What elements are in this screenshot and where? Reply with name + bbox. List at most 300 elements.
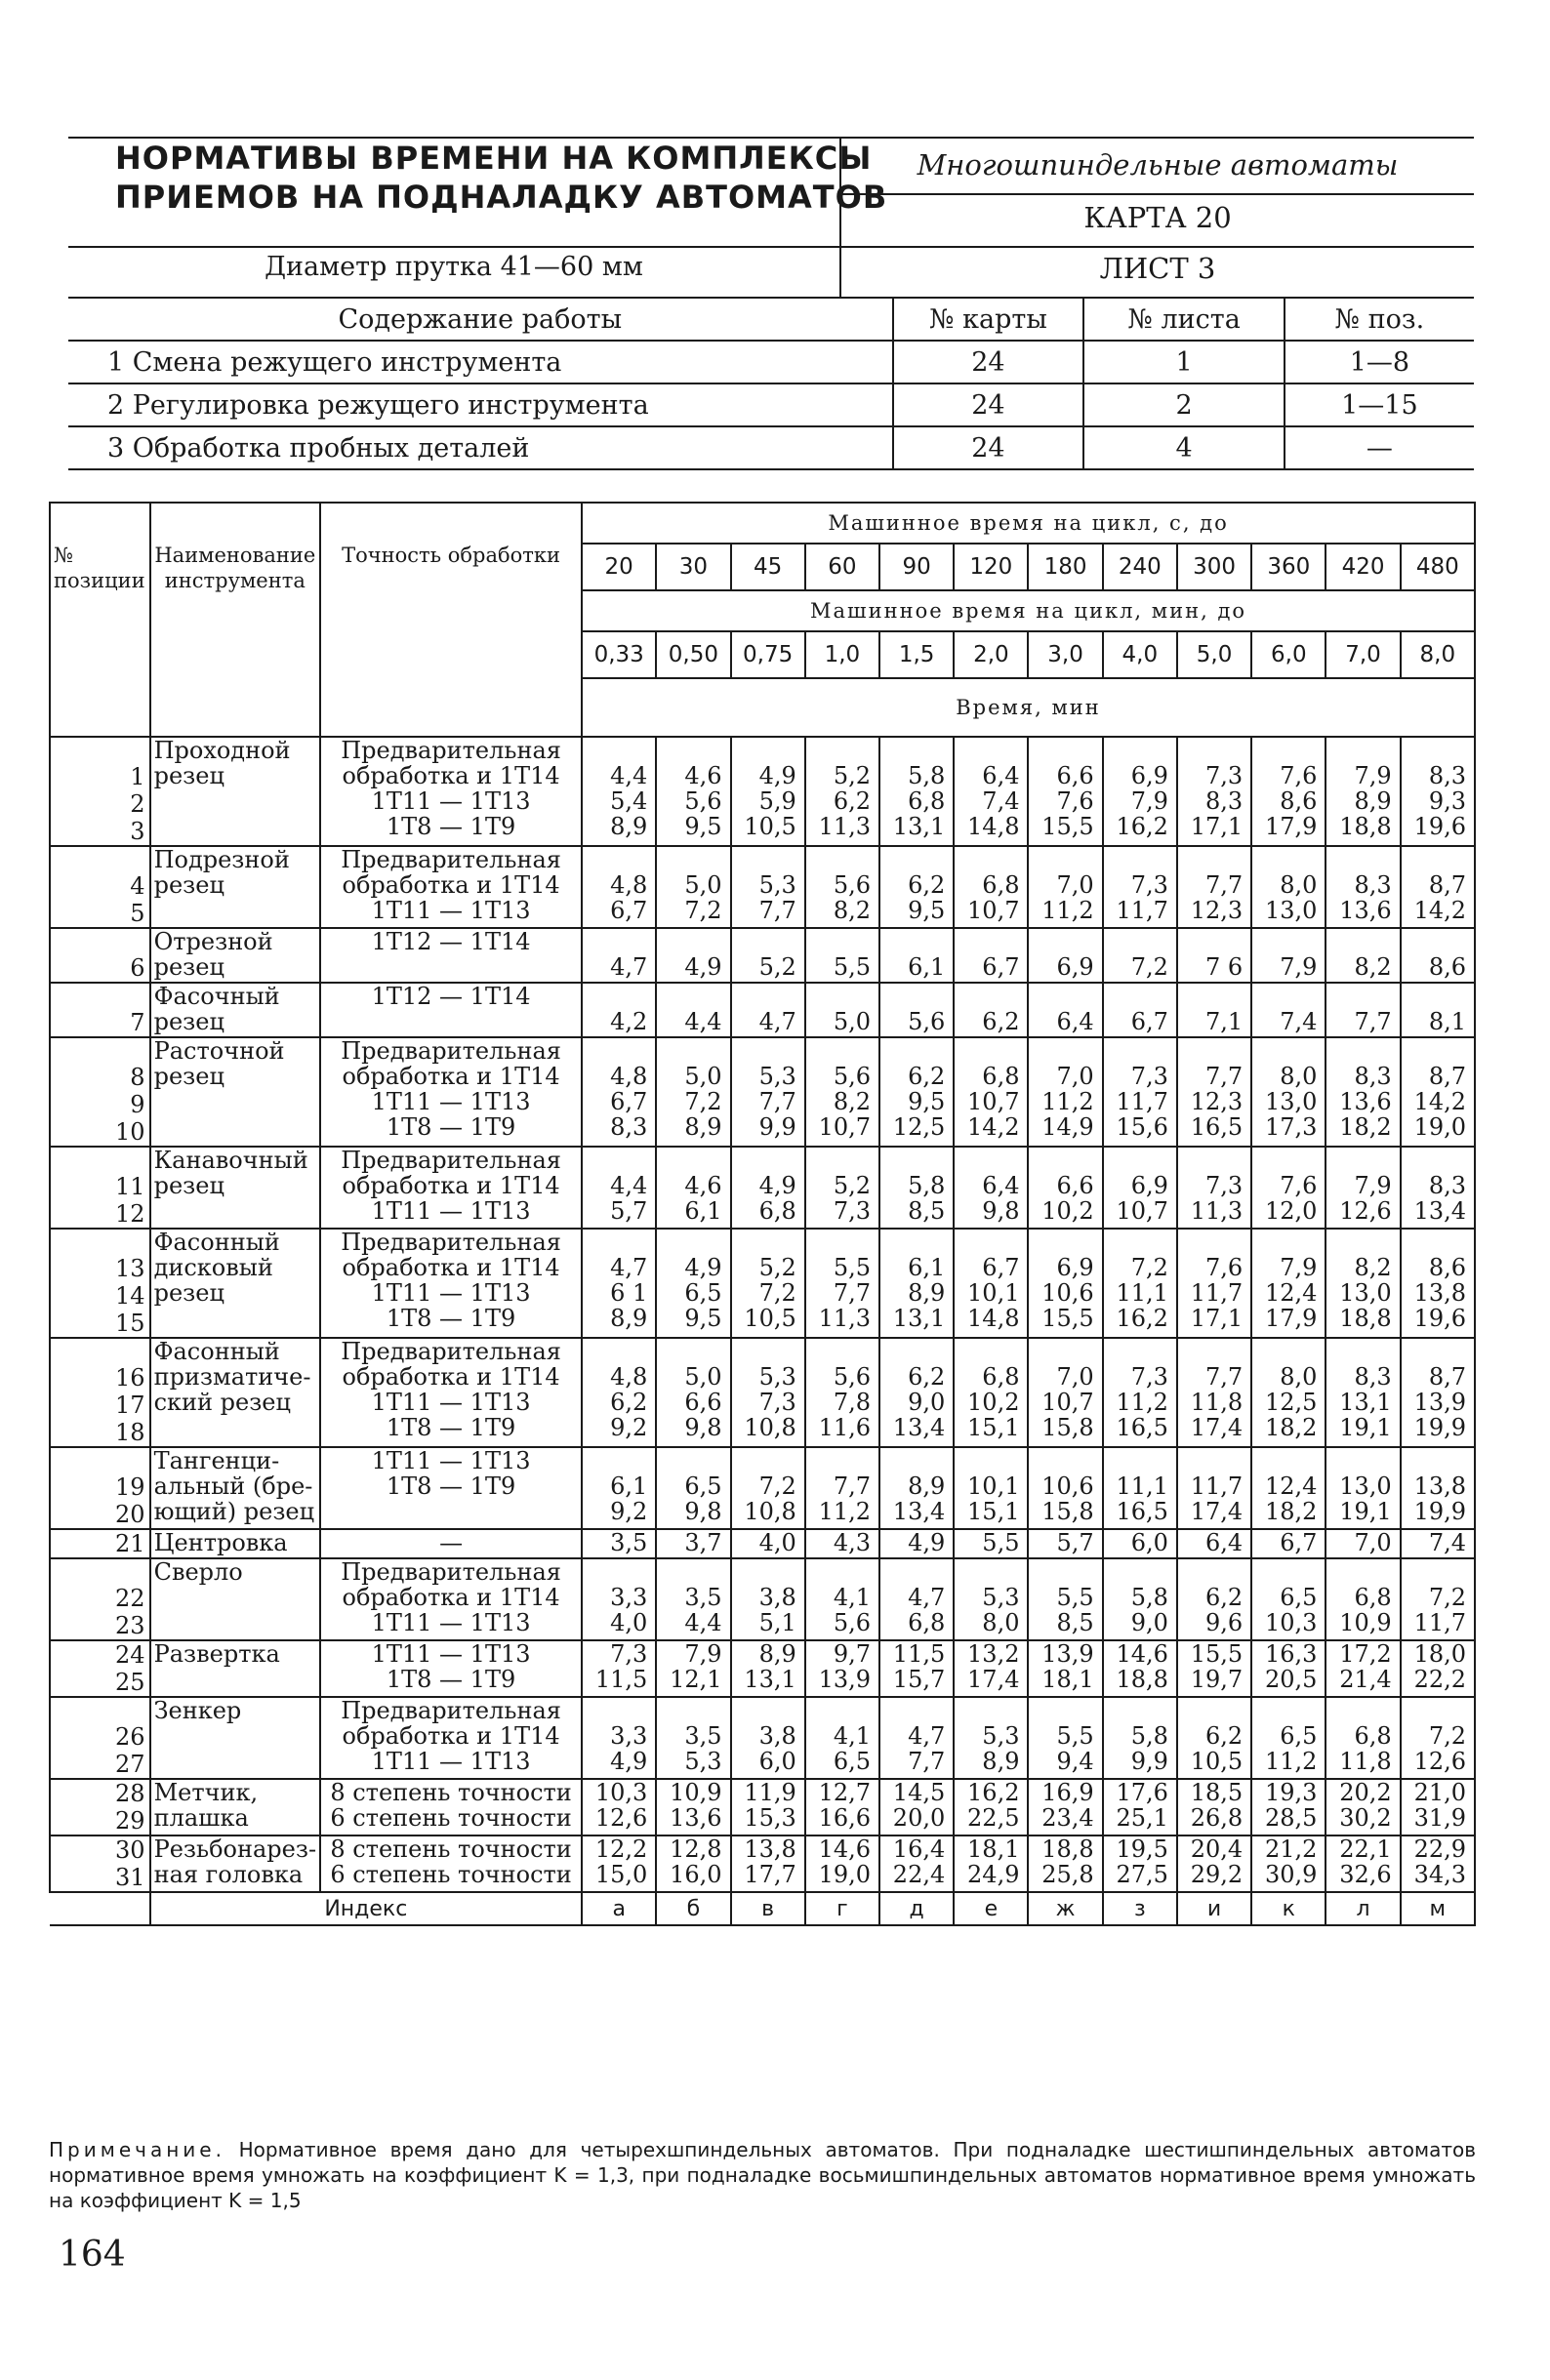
time-value-cell	[1028, 1147, 1102, 1229]
time-value: 8,3	[1428, 762, 1466, 789]
time-value: 22,4	[892, 1861, 946, 1888]
position-number: 7	[130, 1009, 145, 1036]
position-number: 4	[130, 872, 145, 900]
tool-name-line: альный (бре-	[153, 1472, 313, 1500]
time-value: 5,3	[982, 1584, 1020, 1611]
time-value: 11,7	[1116, 897, 1168, 924]
time-value: 21,0	[1413, 1779, 1466, 1806]
time-value: 6,0	[1130, 1529, 1168, 1556]
contents-header-pos: № поз.	[1285, 298, 1474, 341]
time-value: 7,7	[1205, 1063, 1244, 1090]
time-value: 5,6	[833, 1063, 871, 1090]
time-value: 17,9	[1264, 813, 1318, 840]
time-value-cell	[1326, 928, 1400, 983]
index-letter: г	[805, 1892, 879, 1925]
time-value-cell	[656, 1779, 730, 1835]
time-value: 9,7	[833, 1640, 871, 1668]
time-value: 16,2	[1116, 1305, 1168, 1332]
time-value: 7,7	[1205, 871, 1244, 899]
time-value: 16,3	[1264, 1640, 1318, 1668]
time-value: 4,4	[684, 1609, 722, 1636]
page-title	[115, 139, 888, 217]
time-value-cell	[1177, 1037, 1251, 1147]
accuracy-line: 1Т12 — 1Т14	[371, 983, 531, 1010]
footnote-text: Нормативное время дано для четырехшпиндельных автоматов. При подналадке шестишпиндельных автоматов нормативное время умножать на коэффициент K = 1,3, при подналадке восьмишпиндельных автоматов нормативное время умножать на коэффициент K = 1,5	[49, 2138, 1476, 2212]
tool-name-cell	[150, 1229, 320, 1338]
time-value-cell	[656, 737, 730, 846]
time-value-cell	[731, 1037, 805, 1147]
position-cell	[50, 1640, 150, 1697]
time-value-cell	[805, 846, 879, 928]
time-value-cell	[1401, 1529, 1475, 1558]
time-value: 7,9	[1280, 953, 1318, 981]
time-value-cell	[1401, 1835, 1475, 1892]
time-value-cell	[1251, 928, 1326, 983]
index-blank	[50, 1892, 150, 1925]
time-value: 7,3	[758, 1389, 796, 1416]
index-letter: е	[954, 1892, 1028, 1925]
index-letter: б	[656, 1892, 730, 1925]
time-value: 31,9	[1413, 1804, 1466, 1832]
time-value: 15,6	[1116, 1113, 1168, 1141]
time-value: 7,3	[1130, 1363, 1168, 1391]
time-value: 4,4	[684, 1008, 722, 1035]
time-value: 6 1	[610, 1279, 648, 1307]
time-value-cell	[879, 928, 954, 983]
time-value: 13,6	[1339, 897, 1392, 924]
time-value: 7,0	[1056, 871, 1094, 899]
time-value: 5,7	[1056, 1529, 1094, 1556]
time-value: 8,0	[1280, 871, 1318, 899]
table-row	[50, 1697, 1475, 1779]
time-value: 6,8	[908, 1609, 946, 1636]
minutes-cell: 0,33	[582, 631, 656, 678]
accuracy-line: 8 степень точности	[330, 1779, 572, 1806]
time-value-cell	[954, 737, 1028, 846]
time-value-cell	[731, 846, 805, 928]
time-value: 7,2	[1130, 953, 1168, 981]
time-value: 30,9	[1264, 1861, 1318, 1888]
contents-sheet: 4	[1083, 426, 1284, 469]
time-value: 17,4	[1190, 1414, 1244, 1441]
time-value: 18,8	[1116, 1666, 1168, 1693]
time-value: 19,0	[818, 1861, 871, 1888]
tool-name-line: Отрезной	[153, 928, 273, 955]
time-value: 7,3	[1205, 762, 1244, 789]
sheet-number: ЛИСТ 3	[1099, 252, 1216, 285]
contents-header	[68, 298, 1474, 341]
time-value: 8,1	[1428, 1008, 1466, 1035]
time-value: 9,2	[610, 1414, 648, 1441]
time-value-cell	[1177, 846, 1251, 928]
time-value: 7,0	[1354, 1529, 1392, 1556]
col-header-position: № позиции	[50, 503, 150, 737]
time-value-cell	[656, 1835, 730, 1892]
time-value: 10,8	[744, 1414, 796, 1441]
time-value-cell	[1177, 1338, 1251, 1447]
time-value: 20,0	[892, 1804, 946, 1832]
time-value: 13,0	[1339, 1279, 1392, 1307]
time-value: 6,7	[1130, 1008, 1168, 1035]
time-value: 34,3	[1413, 1861, 1466, 1888]
time-value-cell	[1028, 1229, 1102, 1338]
time-value: 6,9	[1130, 762, 1168, 789]
time-value: 6,5	[833, 1748, 871, 1775]
index-letter: м	[1401, 1892, 1475, 1925]
time-value-cell	[1103, 1338, 1177, 1447]
time-value: 13,2	[967, 1640, 1020, 1668]
time-value: 8,3	[610, 1113, 648, 1141]
time-value: 10,5	[744, 1305, 796, 1332]
time-value-cell	[731, 1338, 805, 1447]
time-value-cell	[582, 1147, 656, 1229]
time-value: 5,2	[833, 1172, 871, 1199]
time-value: 19,0	[1413, 1113, 1466, 1141]
time-value: 9,8	[684, 1498, 722, 1525]
time-value: 4,4	[610, 762, 648, 789]
time-value: 19,9	[1413, 1498, 1466, 1525]
time-value-cell	[879, 1558, 954, 1640]
time-value-cell	[1028, 1697, 1102, 1779]
time-value: 19,6	[1413, 1305, 1466, 1332]
index-letter: з	[1103, 1892, 1177, 1925]
time-value: 5,0	[833, 1008, 871, 1035]
time-value-cell	[879, 1037, 954, 1147]
time-value: 11,8	[1339, 1748, 1392, 1775]
time-value: 17,1	[1190, 1305, 1244, 1332]
time-value-cell	[1028, 1529, 1102, 1558]
time-value: 8,7	[1428, 1063, 1466, 1090]
position-cell	[50, 1529, 150, 1558]
time-value: 7,9	[1354, 1172, 1392, 1199]
time-value: 16,5	[1116, 1414, 1168, 1441]
minutes-cell: 3,0	[1028, 631, 1102, 678]
tool-name-line: Сверло	[153, 1558, 243, 1586]
time-value-cell	[1103, 1835, 1177, 1892]
col-header-tool: Наименование инструмента	[150, 503, 320, 737]
tool-name-line: Резьбонарез-	[153, 1835, 317, 1863]
time-value: 13,1	[1339, 1389, 1392, 1416]
time-value: 10,7	[967, 897, 1020, 924]
page-title-line1: НОРМАТИВЫ ВРЕМЕНИ НА КОМПЛЕКСЫ	[115, 140, 873, 177]
table-row	[50, 928, 1475, 983]
time-value: 4,7	[908, 1584, 946, 1611]
footnote	[49, 2137, 1476, 2213]
time-value: 11,3	[818, 813, 871, 840]
time-value: 16,9	[1041, 1779, 1094, 1806]
seconds-cell: 300	[1177, 544, 1251, 590]
time-value-cell	[1251, 1037, 1326, 1147]
time-value: 5,9	[758, 787, 796, 815]
accuracy-line: Предварительная	[341, 1338, 561, 1365]
time-value: 11,7	[1190, 1472, 1244, 1500]
accuracy-cell	[320, 846, 582, 928]
time-value: 7,1	[1205, 1008, 1244, 1035]
time-value: 14,2	[1413, 1088, 1466, 1115]
time-value: 4,9	[684, 1254, 722, 1281]
time-value-cell	[805, 737, 879, 846]
table-row	[50, 1229, 1475, 1338]
time-value: 12,6	[594, 1804, 648, 1832]
time-value-cell	[805, 1835, 879, 1892]
position-number: 16	[115, 1364, 145, 1392]
time-value-cell	[731, 1147, 805, 1229]
time-value-cell	[1028, 846, 1102, 928]
time-value: 17,4	[967, 1666, 1020, 1693]
time-value: 4,2	[610, 1008, 648, 1035]
time-value: 11,2	[1041, 1088, 1094, 1115]
accuracy-line: 1Т11 — 1Т13	[371, 1279, 531, 1307]
time-value-cell	[582, 1338, 656, 1447]
time-value-cell	[731, 983, 805, 1037]
table-row	[50, 1037, 1475, 1147]
position-number: 30	[115, 1836, 145, 1864]
table-row	[50, 983, 1475, 1037]
accuracy-line: обработка и 1Т14	[342, 1722, 560, 1750]
time-value: 13,4	[892, 1498, 946, 1525]
time-value-cell	[582, 1779, 656, 1835]
time-value-cell	[582, 1640, 656, 1697]
time-value: 17,2	[1339, 1640, 1392, 1668]
time-value-cell	[1326, 1640, 1400, 1697]
time-value: 9,6	[1205, 1609, 1244, 1636]
position-cell	[50, 1558, 150, 1640]
time-value: 7,7	[833, 1472, 871, 1500]
time-value: 6,1	[908, 1254, 946, 1281]
time-value-cell	[954, 1147, 1028, 1229]
minutes-cell: 0,50	[656, 631, 730, 678]
time-value: 13,0	[1264, 1088, 1318, 1115]
time-value-cell	[1103, 846, 1177, 928]
time-value: 4,8	[610, 1063, 648, 1090]
time-value: 5,2	[758, 953, 796, 981]
time-value-cell	[656, 846, 730, 928]
time-value: 8,2	[833, 1088, 871, 1115]
time-value: 11,5	[892, 1640, 946, 1668]
accuracy-line: Предварительная	[341, 737, 561, 764]
time-value: 8,9	[982, 1748, 1020, 1775]
time-value: 16,6	[818, 1804, 871, 1832]
accuracy-line: 1Т11 — 1Т13	[371, 1609, 531, 1636]
contents-work: 3 Обработка пробных деталей	[68, 426, 893, 469]
time-value: 28,5	[1264, 1804, 1318, 1832]
time-value: 18,1	[967, 1835, 1020, 1863]
time-value: 21,4	[1339, 1666, 1392, 1693]
seconds-cell: 60	[805, 544, 879, 590]
time-value: 8,7	[1428, 1363, 1466, 1391]
time-value: 5,2	[833, 762, 871, 789]
time-value-cell	[1028, 1338, 1102, 1447]
time-value: 5,0	[684, 871, 722, 899]
tool-name-line: резец	[153, 953, 224, 981]
time-value: 8,9	[758, 1640, 796, 1668]
time-value: 13,1	[892, 1305, 946, 1332]
time-value: 5,3	[684, 1748, 722, 1775]
accuracy-line: обработка и 1Т14	[342, 1063, 560, 1090]
accuracy-cell	[320, 1835, 582, 1892]
time-value: 7,7	[908, 1748, 946, 1775]
tool-name-cell	[150, 737, 320, 846]
time-value-cell	[582, 1697, 656, 1779]
time-value: 13,8	[744, 1835, 796, 1863]
time-value: 5,8	[1130, 1584, 1168, 1611]
time-value: 4,4	[610, 1172, 648, 1199]
time-value-cell	[656, 1147, 730, 1229]
time-value: 6,6	[684, 1389, 722, 1416]
tool-name-cell	[150, 1640, 320, 1697]
tool-name-line: Расточной	[153, 1037, 285, 1065]
bar-diameter: Диаметр прутка 41—60 мм	[265, 252, 643, 282]
time-value: 6,2	[610, 1389, 648, 1416]
contents-pos: 1—15	[1285, 383, 1474, 426]
contents-work: 2 Регулировка режущего инструмента	[68, 383, 893, 426]
contents-row	[68, 383, 1474, 426]
accuracy-line: обработка и 1Т14	[342, 1363, 560, 1391]
time-value: 8,3	[1354, 1363, 1392, 1391]
time-value-cell	[1028, 737, 1102, 846]
time-value: 7,2	[684, 897, 722, 924]
time-value: 6,2	[1205, 1584, 1244, 1611]
index-letter: д	[879, 1892, 954, 1925]
tool-name-line: дисковый	[153, 1254, 273, 1281]
time-value-cell	[1326, 1697, 1400, 1779]
accuracy-cell	[320, 1147, 582, 1229]
time-value: 18,8	[1041, 1835, 1094, 1863]
tool-name-line: Проходной	[153, 737, 291, 764]
time-value-cell	[582, 846, 656, 928]
time-value: 4,6	[684, 762, 722, 789]
accuracy-line: 1Т8 — 1Т9	[386, 1414, 516, 1441]
time-value: 6,5	[684, 1279, 722, 1307]
position-number: 14	[115, 1282, 145, 1310]
time-value-cell	[656, 1338, 730, 1447]
index-letter: в	[731, 1892, 805, 1925]
tool-name-cell	[150, 928, 320, 983]
tool-name-line: ющий) резец	[153, 1498, 315, 1525]
time-value: 18,2	[1264, 1414, 1318, 1441]
time-value-cell	[731, 737, 805, 846]
table-row	[50, 737, 1475, 846]
time-value: 6,2	[982, 1008, 1020, 1035]
time-value-cell	[1103, 1529, 1177, 1558]
time-value: 13,4	[1413, 1197, 1466, 1225]
time-value: 10,5	[1190, 1748, 1244, 1775]
time-value-cell	[582, 737, 656, 846]
time-value: 5,1	[758, 1609, 796, 1636]
table-row	[50, 1147, 1475, 1229]
time-value: 9,5	[908, 1088, 946, 1115]
time-value: 16,2	[967, 1779, 1020, 1806]
accuracy-cell	[320, 1447, 582, 1529]
time-value: 14,6	[1116, 1640, 1168, 1668]
time-value: 11,7	[1190, 1279, 1244, 1307]
seconds-cell: 480	[1401, 544, 1475, 590]
contents-row	[68, 426, 1474, 469]
accuracy-cell	[320, 1338, 582, 1447]
time-value-cell	[1326, 983, 1400, 1037]
time-value: 14,2	[967, 1113, 1020, 1141]
time-value: 4,9	[758, 762, 796, 789]
accuracy-line: 1Т11 — 1Т13	[371, 1748, 531, 1775]
time-value: 6,1	[610, 1472, 648, 1500]
time-value: 6,4	[982, 762, 1020, 789]
accuracy-cell	[320, 983, 582, 1037]
time-value: 8,0	[1280, 1063, 1318, 1090]
time-value: 4,1	[833, 1584, 871, 1611]
time-value-cell	[1401, 928, 1475, 983]
position-number: 31	[115, 1864, 145, 1891]
time-value: 5,5	[833, 1254, 871, 1281]
time-value: 5,6	[684, 787, 722, 815]
time-value: 11,3	[1190, 1197, 1244, 1225]
minutes-cell: 2,0	[954, 631, 1028, 678]
time-value-cell	[1177, 1779, 1251, 1835]
time-value: 8,0	[982, 1609, 1020, 1636]
time-value: 10,6	[1041, 1472, 1094, 1500]
time-value: 7,6	[1205, 1254, 1244, 1281]
time-value: 19,5	[1116, 1835, 1168, 1863]
accuracy-line: 8 степень точности	[330, 1835, 572, 1863]
time-value: 8,9	[610, 1305, 648, 1332]
minutes-cell: 1,5	[879, 631, 954, 678]
time-value: 10,7	[818, 1113, 871, 1141]
caption-time: Время, мин	[582, 678, 1475, 737]
time-value: 8,5	[1056, 1609, 1094, 1636]
time-value: 18,8	[1339, 1305, 1392, 1332]
tool-name-line: ная головка	[153, 1861, 304, 1888]
time-value-cell	[879, 1779, 954, 1835]
position-number: 8	[130, 1064, 145, 1091]
time-value-cell	[582, 1529, 656, 1558]
accuracy-cell	[320, 1229, 582, 1338]
time-value: 4,7	[610, 953, 648, 981]
table-row	[50, 1640, 1475, 1697]
time-value: 6,5	[1280, 1722, 1318, 1750]
time-value: 7,7	[758, 897, 796, 924]
time-value-cell	[1103, 1229, 1177, 1338]
time-value: 6,1	[908, 953, 946, 981]
time-value-cell	[879, 1229, 954, 1338]
time-value: 6,1	[684, 1197, 722, 1225]
time-value: 9,8	[684, 1414, 722, 1441]
time-value: 9,9	[758, 1113, 796, 1141]
position-number: 3	[130, 818, 145, 845]
table-row	[50, 1447, 1475, 1529]
time-value: 12,1	[670, 1666, 722, 1693]
time-value: 11,8	[1190, 1389, 1244, 1416]
time-value-cell	[656, 1529, 730, 1558]
time-value: 7 6	[1205, 953, 1244, 981]
accuracy-cell	[320, 1779, 582, 1835]
time-value-cell	[879, 1529, 954, 1558]
caption-seconds: Машинное время на цикл, с, до	[582, 503, 1475, 544]
time-value-cell	[879, 1147, 954, 1229]
time-value: 19,9	[1413, 1414, 1466, 1441]
position-cell	[50, 1147, 150, 1229]
time-value-cell	[879, 1835, 954, 1892]
time-value: 7,7	[1205, 1363, 1244, 1391]
time-value: 6,7	[982, 1254, 1020, 1281]
position-number: 25	[115, 1669, 145, 1696]
time-value-cell	[1401, 1447, 1475, 1529]
time-value-cell	[1103, 1558, 1177, 1640]
accuracy-line: Предварительная	[341, 1229, 561, 1256]
time-value: 5,3	[758, 871, 796, 899]
time-value: 6,8	[1354, 1722, 1392, 1750]
time-value: 4,9	[684, 953, 722, 981]
time-value: 12,4	[1264, 1472, 1318, 1500]
time-value: 10,7	[1116, 1197, 1168, 1225]
